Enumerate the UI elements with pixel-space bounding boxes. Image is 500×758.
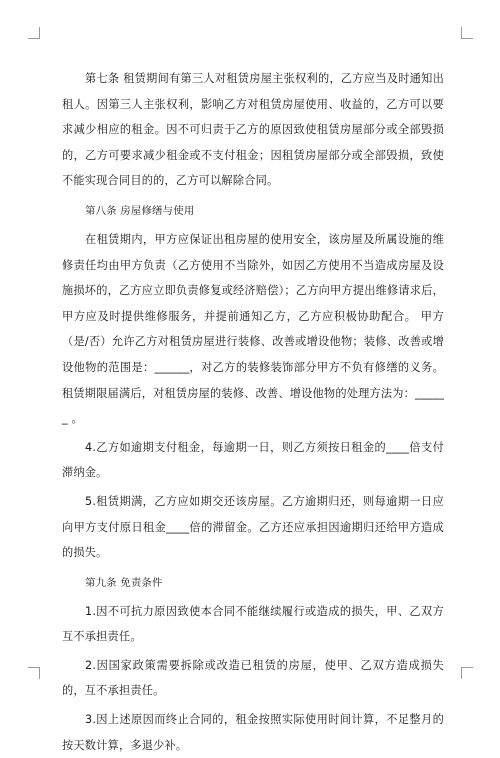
- article-8-clause-5: 5.租赁期满，乙方应如期交还该房屋。乙方逾期归还，则每逾期一日应向甲方支付原日租金____倍的滞留金。乙方还应承担因逾期归还给甲方造成的损失。: [62, 494, 444, 560]
- crop-mark-top-right: [461, 27, 473, 39]
- crop-mark-bottom-right: [461, 667, 473, 679]
- article-9-clause-3: 3.因上述原因而终止合同的，租金按照实际使用时间计算，不足整月的按天数计算，多退少补。: [62, 713, 444, 752]
- crop-mark-bottom-left: [28, 667, 40, 679]
- article-8-heading: 第八条 房屋修缮与使用: [85, 204, 195, 217]
- article-8-paragraph-1: 在租赁期内，甲方应保证出租房屋的使用安全，该房屋及所属设施的维修责任均由甲方负责（乙方使用不当除外，如因乙方使用不当造成房屋及设施损坏的，乙方应立即负责修复或经济赔偿）；乙方向甲方提出维修请求后，甲方应及时提供维修服务，并提前通知乙方，乙方应积极协助配合。 甲方（是/否）允许乙方对租赁房屋进行装修、改善或增设他物；装修、改善或增设他物的范围是：______，对乙方的装修装饰部分甲方不负有修缮的义务。租赁期限届满后，对租赁房屋的装修、改善、增设他物的处理方法为：______ 。: [62, 232, 444, 426]
- article-9-clause-2: 2.因国家政策需要拆除或改造已租赁的房屋，使甲、乙双方造成损失的，互不承担责任。: [62, 658, 444, 698]
- article-8-clause-4: 4.乙方如逾期支付租金，每逾期一日，则乙方须按日租金的____倍支付滞纳金。: [62, 440, 444, 480]
- article-9-clause-1: 1.因不可抗力原因致使本合同不能继续履行或造成的损失，甲、乙双方互不承担责任。: [62, 604, 444, 644]
- document-body: [62, 66, 444, 758]
- article-9-heading: 第九条 免责条件: [85, 576, 163, 589]
- crop-mark-top-left: [28, 27, 40, 39]
- article-7-paragraph: 第七条 租赁期间有第三人对租赁房屋主张权利的，乙方应当及时通知出租人。因第三人主张权利，影响乙方对租赁房屋使用、收益的，乙方可以要求减少相应的租金。因不可归责于乙方的原因致使租赁房屋部分或全部毁损的，乙方可要求减少租金或不支付租金；因租赁房屋部分或全部毁损，致使不能实现合同目的的，乙方可以解除合同。: [62, 72, 444, 188]
